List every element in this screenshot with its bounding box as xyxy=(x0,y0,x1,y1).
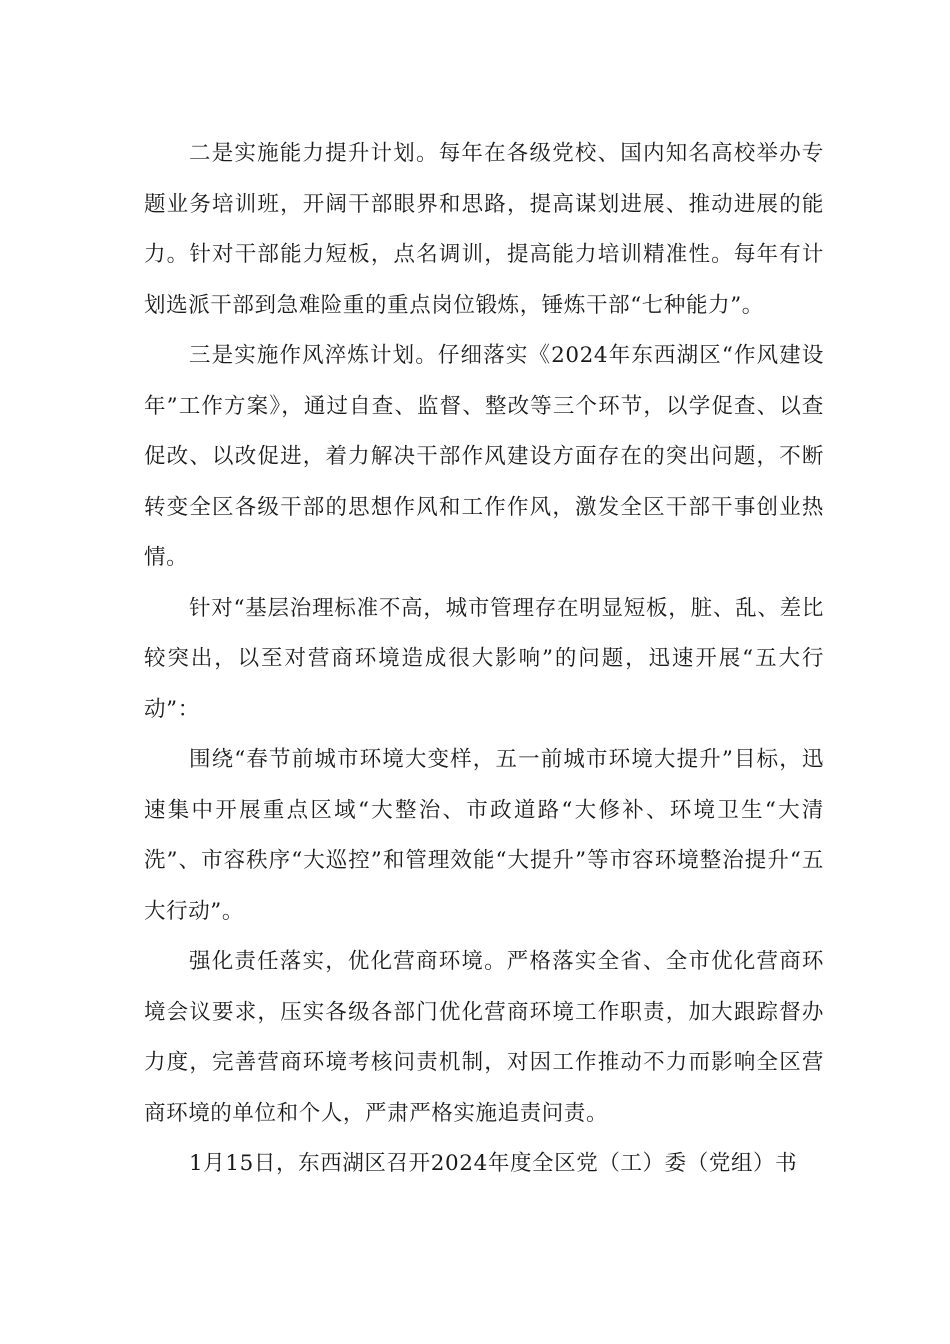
paragraph-five-actions-detail: 围绕“春节前城市环境大变样，五一前城市环境大提升”目标，迅速集中开展重点区域“大整治、市政道路“大修补、环境卫生“大清洗”、市容秩序“大巡控”和管理效能“大提升”等市容环境整治提升“五大行动”。 xyxy=(144,747,824,924)
document-body xyxy=(144,129,824,1190)
paragraph-capability-plan: 二是实施能力提升计划。每年在各级党校、国内知名高校举办专题业务培训班，开阔干部眼界和思路，提高谋划进展、推动进展的能力。针对干部能力短板，点名调训，提高能力培训精准性。每年有计划选派干部到急难险重的重点岗位锻炼，锤炼干部“七种能力”。 xyxy=(144,141,824,318)
paragraph-work-style-plan: 三是实施作风淬炼计划。仔细落实《2024年东西湖区“作风建设年”工作方案》，通过自查、监督、整改等三个环节，以学促查、以查促改、以改促进，着力解决干部作风建设方面存在的突出问题，不断转变全区各级干部的思想作风和工作作风，激发全区干部干事创业热情。 xyxy=(144,343,824,570)
paragraph-meeting-jan-15: 1月15日，东西湖区召开2024年度全区党（工）委（党组）书 xyxy=(189,1151,798,1176)
paragraph-business-environment: 强化责任落实，优化营商环境。严格落实全省、全市优化营商环境会议要求，压实各级各部门优化营商环境工作职责，加大跟踪督办力度，完善营商环境考核问责机制，对因工作推动不力而影响全区营商环境的单位和个人，严肃严格实施追责问责。 xyxy=(144,949,824,1126)
paragraph-five-actions-intro: 针对“基层治理标准不高，城市管理存在明显短板，脏、乱、差比较突出，以至对营商环境造成很大影响”的问题，迅速开展“五大行动”： xyxy=(144,595,824,722)
